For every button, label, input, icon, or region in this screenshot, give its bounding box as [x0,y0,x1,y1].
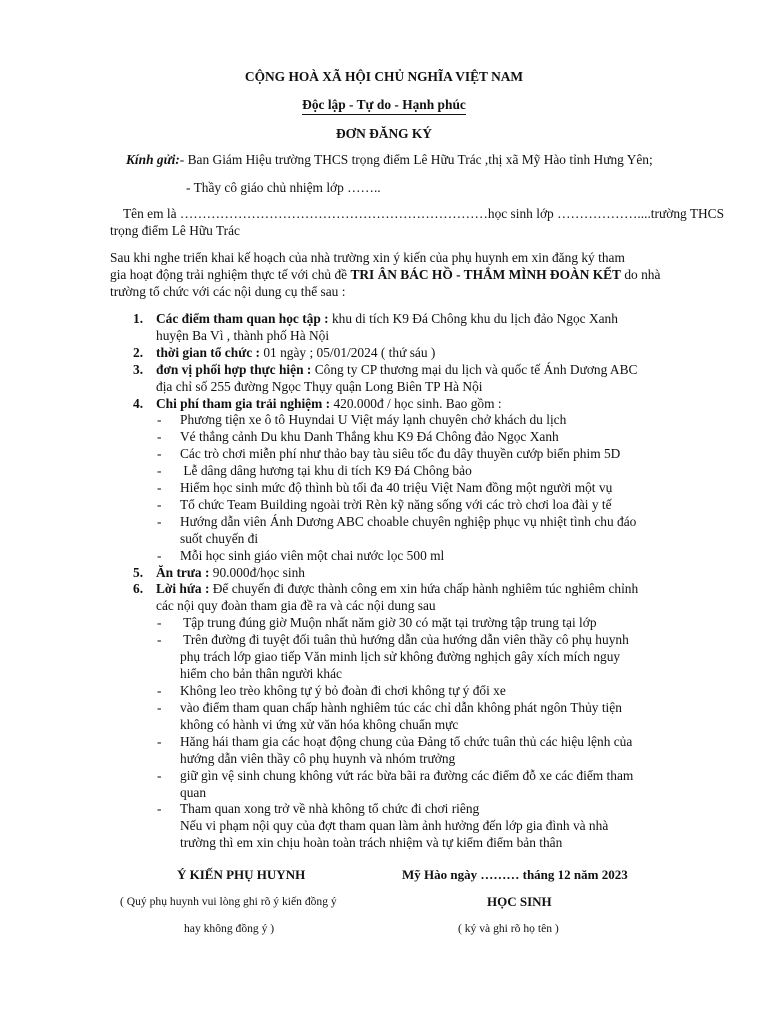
promise-item-continued: quan [180,785,207,800]
item-5-text: 90.000đ/học sinh [209,565,305,580]
item-3-text: Công ty CP thương mại du lịch và quốc tế Ánh Dương ABC [311,362,638,377]
country-heading: CỘNG HOÀ XÃ HỘI CHỦ NGHĨA VIỆT NAM [244,69,524,84]
intro-line-1: Sau khi nghe triển khai kế hoạch của nhà trường xin ý kiến của phụ huynh em xin đăng ký tham [110,250,625,265]
item-3-number: 3. [133,362,144,377]
item-6-text-2: các nội quy đoàn tham gia đề ra và các nội dung sau [156,598,436,613]
promise-item: Trên đường đi tuyệt đối tuân thủ hướng dẫn của hướng dẫn viên thầy cô phụ huynh [180,632,629,647]
item-5-label: Ăn trưa : [156,565,210,580]
cost-bullet: - [157,480,162,495]
motto-text: Độc lập - Tự do - Hạnh phúc [302,97,466,115]
item-1 [156,310,756,327]
intro-line-3: trường tổ chức với các nội dung cụ thể sau : [110,284,346,299]
item-6 [156,580,756,597]
item-4 [156,395,502,412]
cost-bullet: - [157,412,162,427]
promise-item: Không leo trèo không tự ý bỏ đoàn đi chơi không tự ý đổi xe [180,683,506,698]
promise-item-continued: hiểm cho bản thân người khác [180,666,342,681]
item-1-label: Các điểm tham quan học tập : [156,311,329,326]
cost-item: Hướng dẫn viên Ánh Dương ABC choable chuyên nghiệp phục vụ nhiệt tình chu đáo [180,514,637,529]
item-6-label: Lời hứa : [156,581,210,596]
cost-item: Mỗi học sinh giáo viên một chai nước lọc 500 ml [180,548,445,563]
motto [0,96,768,113]
cost-bullet: - [157,446,162,461]
item-2-text: 01 ngày ; 05/01/2024 ( thứ sáu ) [259,345,436,360]
item-5 [156,564,305,581]
school-name-line: trọng điểm Lê Hữu Trác [110,223,240,238]
recipient-text-1: - Ban Giám Hiệu trường THCS trọng điểm Lê Hữu Trác ,thị xã Mỹ Hào tỉnh Hưng Yên; [179,152,653,167]
student-title: HỌC SINH [487,894,552,909]
cost-item: Vé thắng cảnh Du khu Danh Thắng khu K9 Đá Chông đảo Ngọc Xanh [180,429,559,444]
item-3 [156,361,756,378]
date-line: Mỹ Hào ngày ……… tháng 12 năm 2023 [402,867,628,882]
promise-item-continued: Nếu vi phạm nội quy của đợt tham quan làm ảnh hưởng đến lớp gia đình và nhà [180,818,609,833]
parent-note-2: hay không đồng ý ) [184,922,275,935]
cost-bullet: - [157,548,162,563]
cost-bullet: - [157,463,162,478]
promise-bullet: - [157,632,162,647]
promise-item: giữ gìn vệ sinh chung không vứt rác bừa bãi ra đường các điểm đỗ xe các điểm tham [180,768,634,783]
item-2 [156,344,435,361]
student-name-line: Tên em là ……………………………………………………………học sinh lớp ………………....trường THCS [123,206,725,221]
promise-bullet: - [157,683,162,698]
promise-item-continued: hướng dẫn viên thầy cô phụ huynh và nhóm trưởng [180,751,456,766]
parent-note-1: ( Quý phụ huynh vui lòng ghi rõ ý kiến đồng ý [120,895,337,908]
promise-item: Hăng hái tham gia các hoạt động chung của Đảng tổ chức tuân thủ các hiệu lệnh của [180,734,633,749]
intro-line-2-post: do nhà [621,267,661,282]
item-6-text: Để chuyến đi được thành công em xin hứa chấp hành nghiêm túc nghiêm chỉnh [209,581,639,596]
promise-item-continued: phụ trách lớp giao tiếp Văn minh lịch sử không đường nghịch gây xích mích nguy [180,649,621,664]
student-note: ( ký và ghi rõ họ tên ) [458,922,559,935]
form-title: ĐƠN ĐĂNG KÝ [336,126,432,141]
cost-item: Hiểm học sinh mức độ thình bù tối đa 40 triệu Việt Nam đồng một người một vụ [180,480,613,495]
promise-item-continued: không có hành vi ứng xử văn hóa không chuẩn mực [180,717,459,732]
item-3-label: đơn vị phối hợp thực hiện : [156,362,312,377]
recipient-line-1 [126,151,756,168]
item-1-text: khu di tích K9 Đá Chông khu du lịch đảo Ngọc Xanh [328,311,618,326]
recipient-label: Kính gửi: [126,152,180,167]
cost-bullet: - [157,429,162,444]
cost-bullet: - [157,514,162,529]
promise-item-continued: trường thì em xin chịu hoàn toàn trách nhiệm và tự kiểm điểm bản thân [180,835,563,850]
cost-item: Các trò chơi miễn phí như thảo bay tàu siêu tốc đu dây thuyền cướp biển phim 5D [180,446,621,461]
cost-item: Phương tiện xe ô tô Huyndai U Việt máy lạnh chuyên chở khách du lịch [180,412,567,427]
promise-bullet: - [157,700,162,715]
theme-name: TRI ÂN BÁC HỒ - THẮM MÌNH ĐOÀN KẾT [350,267,621,282]
parent-opinion-title: Ý KIẾN PHỤ HUYNH [177,867,306,882]
item-4-number: 4. [133,396,144,411]
item-2-number: 2. [133,345,144,360]
intro-line-2-pre: gia hoạt động trải nghiệm thực tế với chủ đề [110,267,351,282]
recipient-line-2: - Thầy cô giáo chủ nhiệm lớp …….. [186,180,381,195]
cost-item: Lễ dâng dâng hương tại khu di tích K9 Đá Chông bảo [180,463,472,478]
cost-item-continued: suốt chuyến đi [180,531,259,546]
promise-bullet: - [157,615,162,630]
promise-item: Tập trung đúng giờ Muộn nhất năm giờ 30 có mặt tại trường tập trung tại lớp [180,615,597,630]
item-2-label: thời gian tổ chức : [156,345,260,360]
item-1-text-2: huyện Ba Vì , thành phố Hà Nội [156,328,330,343]
promise-bullet: - [157,801,162,816]
item-3-text-2: địa chỉ số 255 đường Ngọc Thụy quận Long Biên TP Hà Nội [156,379,483,394]
promise-item: vào điểm tham quan chấp hành nghiêm túc các chỉ dẫn không phát ngôn Thủy tiện [180,700,622,715]
promise-item: Tham quan xong trở về nhà không tổ chức đi chơi riêng [180,801,480,816]
cost-item: Tổ chức Team Building ngoài trời Rèn kỹ năng sống với các trò chơi loa đài y tế [180,497,612,512]
cost-bullet: - [157,497,162,512]
item-5-number: 5. [133,565,144,580]
item-4-text: 420.000đ / học sinh. Bao gồm : [330,396,502,411]
item-1-number: 1. [133,311,144,326]
promise-bullet: - [157,768,162,783]
item-4-label: Chi phí tham gia trải nghiệm : [156,396,331,411]
item-6-number: 6. [133,581,144,596]
promise-bullet: - [157,734,162,749]
intro-line-2 [110,266,760,283]
